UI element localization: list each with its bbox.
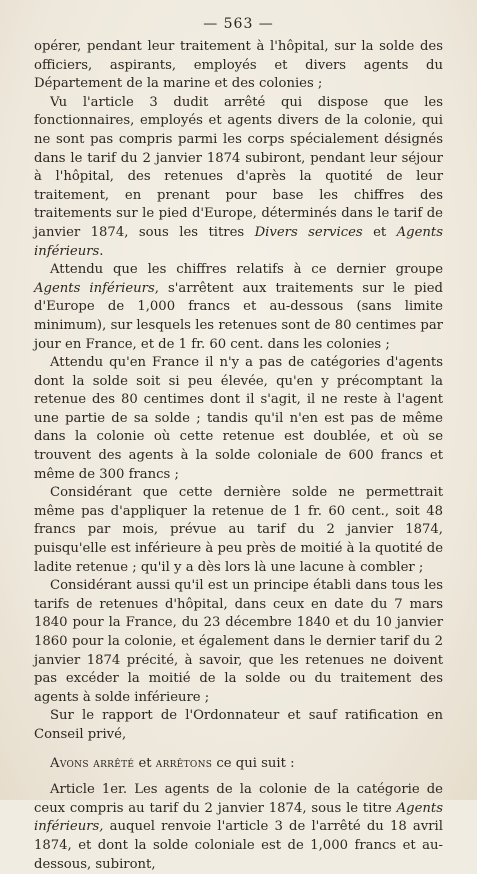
paragraph-text: Considérant aussi qu'il est un principe établi dans tous les tarifs de retenues d'hôpital, dans ceux en date du 7 mars 1840 pour la France, du 23 décembre 1840 et du 10 janvier 1860 pour la colonie, et également dans le dernier tarif du 2 janvier 1874 précité, à savoir, que les retenues ne doivent pas excéder la moitié de la solde ou du traitement des agents à solde inférieure ; [34,578,443,705]
page-number: — 563 — [203,16,274,32]
paragraph-article-1 [34,781,443,874]
paragraph-sur-le-rapport [34,707,443,744]
paragraph-attendu-chiffres [34,261,443,354]
italic-term: Divers services [254,224,363,240]
italic-term: Agents inférieurs [34,224,443,259]
paragraph-text: Attendu qu'en France il n'y a pas de catégories d'agents dont la solde soit si peu élevée, qu'en y précomptant la retenue des 80 centimes dont il s'agit, il ne reste à l'agent une partie de sa solde ; tandis qu'il n'en est pas de même dans la colonie où cette retenue est doublée, et où se trouvent des agents à la solde coloniale de 600 francs et même de 300 francs ; [34,355,443,482]
paragraph-text: Vu l'article 3 dudit arrêté qui dispose que les fonctionnaires, employés et agents divers de la colonie, qui ne sont pas compris parmi les corps spécialement désignés dans le tarif du 2 janvier 1874 subiront, pendant leur séjour à l'hôpital, des retenues d'après la quotité de leur traitement, en prenant pour base les chiffres des traitements sur le pied d'Europe, déterminés dans le tarif de janvier 1874, sous les titres [34,94,443,240]
paragraph-text: et [362,224,397,240]
italic-term: Agents inférieurs, [34,800,443,835]
paragraph-text: et [134,755,156,771]
paragraph-attendu-france [34,354,443,484]
paragraph-text: . [99,243,104,259]
paragraph-considerant-principe [34,577,443,707]
paragraph-vu-article-3 [34,94,443,261]
paragraph-text: ce qui suit : [212,755,295,771]
paragraph-text: Sur le rapport de l'Ordonnateur et sauf ratification en Conseil privé, [34,708,443,742]
paragraph-continuation [34,38,443,94]
paragraph-text: Article 1er. Les agents de la colonie de la catégorie de ceux compris au tarif du 2 janvier 1874, sous le titre [34,782,443,816]
paragraph-text: Considérant que cette dernière solde ne permettrait même pas d'appliquer la retenue de 1 fr. 60 cent., soit 48 francs par mois, prévue au tarif du 2 janvier 1874, puisqu'elle est inférieure à peu près de moitié à la quotité de ladite retenue ; qu'il y a dès lors là une lacune à combler ; [34,485,443,575]
italic-term: Agents inférieurs [34,280,155,296]
paragraph-text: , s'arrêtent aux traitements sur le pied d'Europe de 1,000 francs et au-dessous (sans limite minimum), sur lesquels les retenues sont de 80 centimes par jour en France, et de 1 fr. 60 cent. dans les colonies ; [34,280,443,352]
paragraph-considerant-solde [34,484,443,577]
paragraph-text: opérer, pendant leur traitement à l'hôpital, sur la solde des officiers, aspirants, employés et divers agents du Département de la marine et des colonies ; [34,39,443,92]
small-caps-term: arrêtons [155,755,213,771]
paragraph-avons-arrete [34,755,443,774]
paragraph-text: auquel renvoie l'article 3 de l'arrêté du 18 avril 1874, et dont la solde coloniale est de 1,000 francs et au-dessous, subiront, [34,819,443,872]
small-caps-term: Avons arrêté [50,755,135,771]
paragraph-text: Attendu que les chiffres relatifs à ce dernier groupe [50,262,443,278]
